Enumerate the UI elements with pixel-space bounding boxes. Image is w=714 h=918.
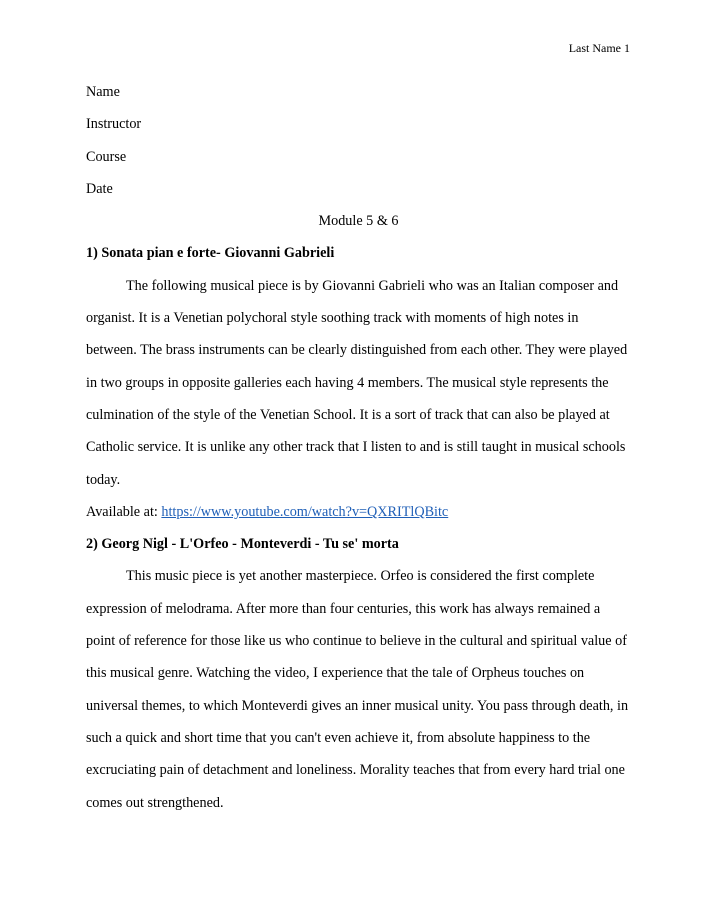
student-name: Name: [86, 84, 120, 100]
document-title: Module 5 & 6: [318, 213, 399, 230]
running-head: Last Name 1: [568, 41, 630, 55]
section-2-heading: 2) Georg Nigl - L'Orfeo - Monteverdi - Tu se' morta: [86, 536, 399, 553]
document-body: [86, 76, 631, 819]
section-2-paragraph: This music piece is yet another masterpiece. Orfeo is considered the first complete expression of melodrama. After more than four centuries, this work has always remained a point of reference for those like us who continue to believe in the cultural and spiritual value of this musical genre. Watching the video, I experience that the tale of Orpheus touches on universal themes, to which Monteverdi gives an inner musical unity. You pass through death, in such a quick and short time that you can't even achieve it, from absolute happiness to the excruciating pain of detachment and loneliness. Morality teaches that from every hard trial one comes out strengthened.: [86, 568, 629, 811]
instructor-name: Instructor: [86, 116, 142, 133]
course-name: Course: [86, 148, 127, 165]
available-at-label: Available at:: [86, 503, 158, 520]
date: Date: [86, 180, 113, 197]
section-1-paragraph: The following musical piece is by Giovanni Gabrieli who was an Italian composer and organist. It is a Venetian polychoral style soothing track with moments of high notes in between. The brass instruments can be clearly distinguished from each other. They were played in two groups in opposite galleries each having 4 members. The musical style represents the culmination of the style of the Venetian School. It is a sort of track that can also be played at Catholic service. It is unlike any other track that I listen to and is still taught in musical schools today.: [86, 277, 628, 488]
section-1-heading: 1) Sonata pian e forte- Giovanni Gabrieli: [86, 245, 335, 262]
available-at-line: [86, 496, 631, 528]
youtube-link[interactable]: https://www.youtube.com/watch?v=QXRITlQBitc: [161, 503, 449, 520]
